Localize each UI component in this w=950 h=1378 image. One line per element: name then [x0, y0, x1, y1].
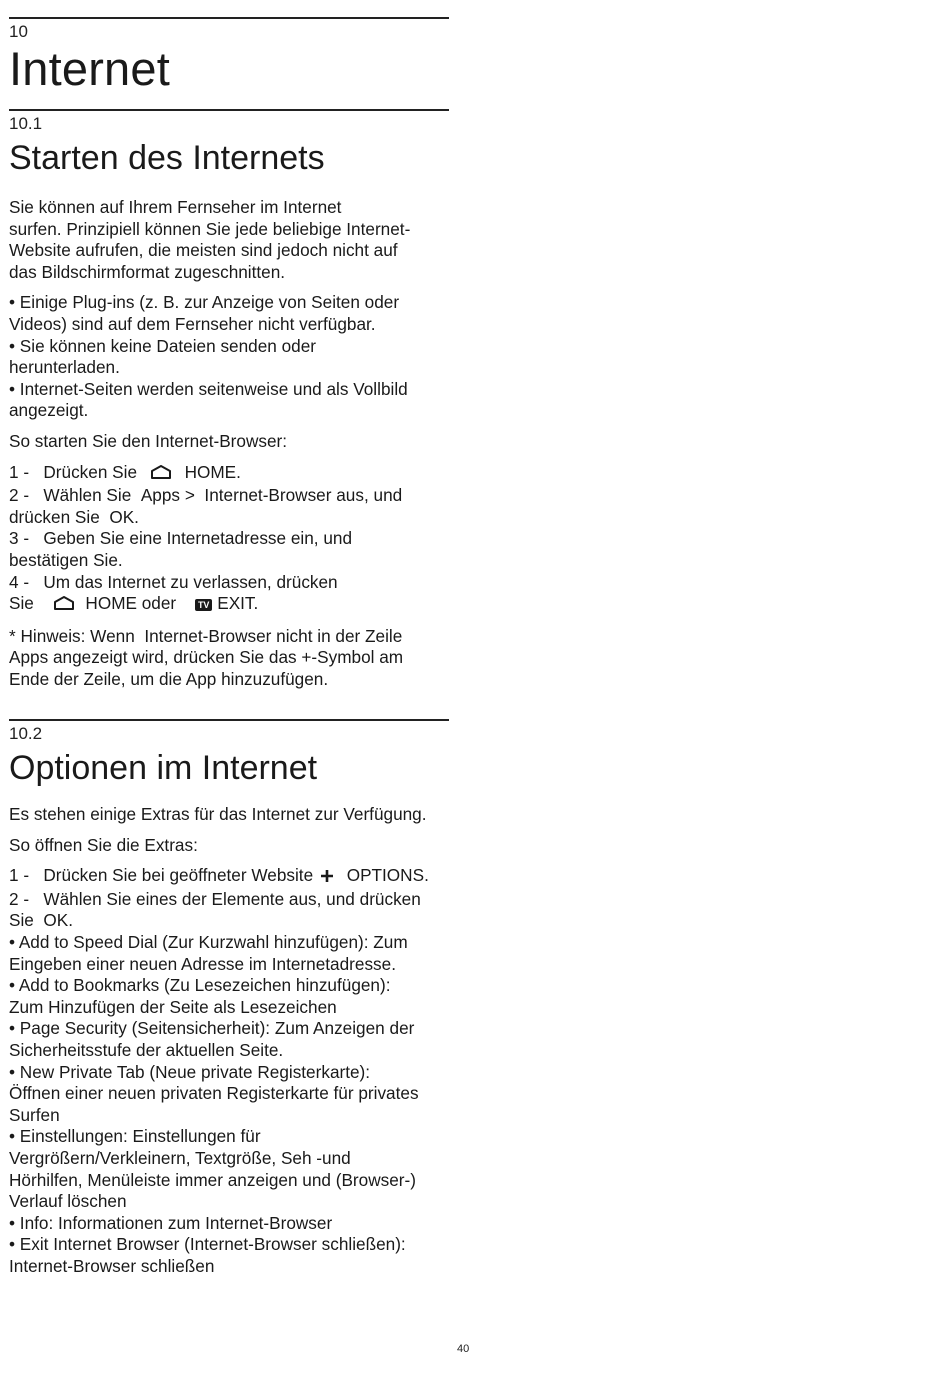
step-2-cont: drücken Sie OK. — [9, 506, 139, 527]
step-1: 1 - Drücken Sie HOME. — [9, 462, 449, 486]
step-text: Sie — [9, 910, 34, 931]
section-rule — [9, 719, 449, 721]
list-item: Zum Hinzufügen der Seite als Lesezeichen — [9, 996, 337, 1017]
options-key: OPTIONS — [346, 865, 425, 886]
section-10-1 — [9, 109, 449, 690]
note — [9, 626, 449, 648]
list-item: Internet-Browser schließen — [9, 1255, 215, 1276]
browser-key: Internet-Browser — [204, 485, 332, 506]
chapter-title: Internet — [9, 42, 170, 95]
step-1: 1 - Drücken Sie bei geöffneter Website OPTIONS. — [9, 865, 449, 889]
step-text: 1 - Drücken Sie bei geöffneter Website — [9, 865, 314, 886]
step-text: drücken Sie — [9, 506, 100, 527]
intro-line: das Bildschirmformat zugeschnitten. — [9, 261, 286, 282]
section-title: Optionen im Internet — [9, 749, 318, 787]
apps-key: Apps — [140, 485, 181, 506]
step-text: 1 - Drücken Sie — [9, 461, 137, 482]
exit-key: EXIT — [217, 593, 254, 614]
tv-icon: TV — [195, 599, 213, 611]
list-item: • Info: Informationen zum Internet-Browser — [9, 1212, 333, 1233]
section-number: 10.1 — [9, 114, 43, 133]
step-2-cont: Sie OK. — [9, 910, 74, 931]
intro-line: Website aufrufen, die meisten sind jedoch nicht auf — [9, 240, 398, 261]
section-number: 10.2 — [9, 724, 43, 743]
note-cont — [9, 647, 449, 669]
list-item: Öffnen einer neuen privaten Registerkarte für privates — [9, 1083, 419, 1104]
apps-key: Apps — [9, 647, 49, 668]
ok-key: OK — [43, 910, 69, 931]
list-item: • Add to Bookmarks (Zu Lesezeichen hinzufügen): — [9, 975, 391, 996]
step-text: oder — [141, 593, 177, 614]
howto-text: So öffnen Sie die Extras: — [9, 834, 198, 855]
step-text: Sie — [9, 593, 34, 614]
list-item: • Exit Internet Browser (Internet-Browser schließen): — [9, 1234, 406, 1255]
section-title: Starten des Internets — [9, 139, 325, 177]
plus-icon — [320, 867, 334, 889]
note-cont: Ende der Zeile, um die App hinzuzufügen. — [9, 668, 329, 689]
note-text: angezeigt wird, drücken Sie das +-Symbol am — [52, 647, 404, 668]
home-key: HOME — [184, 461, 237, 482]
bullet-line: • Einige Plug-ins (z. B. zur Anzeige von Seiten oder — [9, 292, 400, 313]
note-text: * Hinweis: Wenn — [9, 625, 135, 646]
bullet-line: Videos) sind auf dem Fernseher nicht verfügbar. — [9, 313, 376, 334]
list-item: Sicherheitsstufe der aktuellen Seite. — [9, 1039, 284, 1060]
browser-key: Internet-Browser — [144, 625, 272, 646]
list-item: • New Private Tab (Neue private Registerkarte): — [9, 1061, 371, 1082]
section-rule — [9, 109, 449, 111]
step-3-cont: bestätigen Sie. — [9, 549, 123, 570]
bullet-line: herunterladen. — [9, 357, 120, 378]
chapter-number: 10 — [9, 22, 28, 41]
step-2 — [9, 485, 449, 507]
list-item: Eingeben einer neuen Adresse im Internetadresse. — [9, 953, 396, 974]
page-number: 40 — [457, 1343, 470, 1355]
list-item: • Einstellungen: Einstellungen für — [9, 1126, 261, 1147]
separator: > — [184, 485, 195, 506]
step-4: 4 - Um das Internet zu verlassen, drücken — [9, 571, 338, 592]
options-list — [9, 932, 449, 1278]
bullet-line: angezeigt. — [9, 400, 89, 421]
howto-text: So starten Sie den Internet-Browser: — [9, 430, 288, 451]
intro-text: Es stehen einige Extras für das Internet zur Verfügung. — [9, 804, 427, 824]
home-icon — [53, 595, 75, 617]
list-item: Verlauf löschen — [9, 1191, 127, 1212]
list-item: Surfen — [9, 1104, 60, 1125]
step-2: 2 - Wählen Sie eines der Elemente aus, und drücken — [9, 888, 421, 909]
ok-key: OK — [109, 506, 135, 527]
list-item: • Page Security (Seitensicherheit): Zum Anzeigen der — [9, 1018, 415, 1039]
chapter-rule — [9, 17, 449, 19]
chapter-header — [9, 17, 449, 96]
section-10-2 — [9, 719, 449, 1277]
step-4-cont: Sie HOME oder TV EXIT. — [9, 593, 449, 617]
bullet-line: • Sie können keine Dateien senden oder — [9, 335, 317, 356]
intro-line: surfen. Prinzipiell können Sie jede beliebige Internet- — [9, 218, 411, 239]
note-text: nicht in der Zeile — [276, 625, 403, 646]
list-item: • Add to Speed Dial (Zur Kurzwahl hinzufügen): Zum — [9, 931, 408, 952]
list-item: Hörhilfen, Menüleiste immer anzeigen und (Browser-) — [9, 1169, 416, 1190]
home-icon — [150, 464, 172, 486]
step-text: 2 - Wählen Sie — [9, 485, 132, 506]
list-item: Vergrößern/Verkleinern, Textgröße, Seh -und — [9, 1147, 351, 1168]
step-text: aus, und — [336, 485, 403, 506]
bullet-line: • Internet-Seiten werden seitenweise und als Vollbild — [9, 378, 408, 399]
intro-line: Sie können auf Ihrem Fernseher im Internet — [9, 197, 342, 217]
step-3: 3 - Geben Sie eine Internetadresse ein, und — [9, 528, 353, 549]
home-key: HOME — [85, 593, 137, 614]
